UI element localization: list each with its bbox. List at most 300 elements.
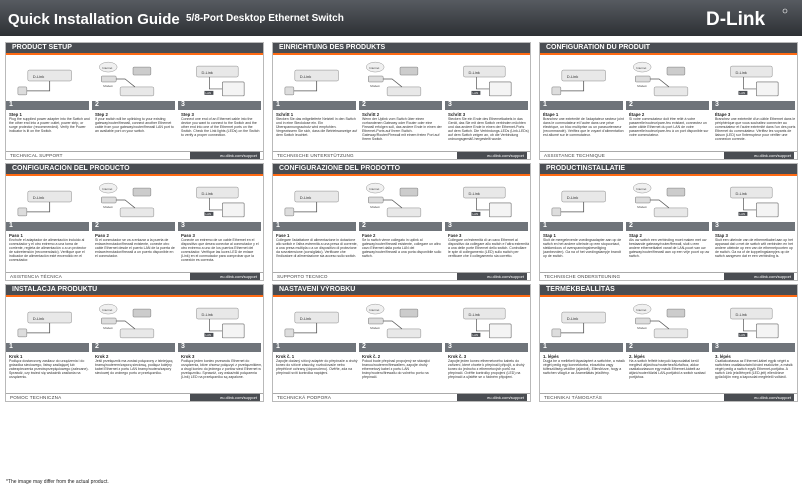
support-url-link[interactable]: eu.dlink.com/support [487, 274, 524, 279]
support-label: TECHNIKAI TÁMOGATÁS [544, 395, 602, 400]
switch-brand-label-1: D-Link [32, 195, 45, 201]
modem-label: Modem [637, 83, 648, 88]
router-icon [133, 67, 151, 75]
step-heading: Krok č. 1 [276, 354, 295, 359]
step-number: 3 [715, 343, 719, 350]
step-number: 3 [448, 101, 452, 108]
power-adapter-icon [285, 87, 294, 95]
power-adapter-icon [285, 208, 294, 216]
panel-footer [6, 272, 263, 280]
support-url-link[interactable]: eu.dlink.com/support [487, 395, 524, 400]
switch-device-2 [120, 208, 154, 217]
support-label: SUPPORTO TECNICO [277, 274, 328, 279]
step-number: 1 [276, 343, 280, 350]
panel-header [6, 43, 263, 55]
step-text [448, 112, 530, 150]
panel-header [273, 43, 530, 55]
uplink-cable [116, 200, 135, 208]
step-heading: Étape 3 [715, 112, 731, 117]
product-setup-panel-pl [5, 284, 264, 402]
step-heading: Krok 1 [9, 354, 23, 359]
modem-label: Modem [103, 83, 114, 88]
step-number-bar [626, 343, 710, 352]
lan-tag-label: LAN [739, 211, 746, 216]
step-number: 2 [362, 343, 366, 350]
switch-brand-label-3: D-Link [201, 70, 213, 76]
support-url-box [724, 152, 794, 159]
router-icon [400, 309, 418, 317]
switch-device-2 [654, 329, 688, 338]
panel-header [273, 164, 530, 176]
step-heading: Krok č. 2 [362, 354, 381, 359]
step-heading: 2. lépés [629, 354, 645, 359]
step-body: Branchez une extrémité de l'adaptateur secteur joint dans le commutateur et l'autre dans une prise électrique, un bloc multiprise ou un parasurtenseur (recommandé). Vérifiez que le voyant d'alimentation est allumé sur le commutateur. [543, 117, 624, 138]
step-heading: Paso 1 [9, 233, 23, 238]
switch-brand-label-3: D-Link [201, 312, 213, 318]
modem-icon [635, 197, 650, 203]
product-setup-panel-hu [539, 284, 798, 402]
step-number: 3 [715, 222, 719, 229]
step-number: 1 [276, 101, 280, 108]
power-cable [26, 323, 50, 333]
step-number-bar [712, 343, 796, 352]
support-url-box [724, 394, 794, 401]
switch-brand-label-1: D-Link [566, 316, 579, 322]
power-cable [293, 81, 317, 91]
step-number-bar [359, 343, 443, 352]
panel-footer [6, 393, 263, 401]
step-body: Pokud bude přepínač propojený se stávající branou/routerem/firewallem, zapojte druhý ethernetový kabel z portu LAN brány/routeru/firewallu do volného portu na přepínači. [362, 359, 431, 380]
step-body: Conecte un extremo de un cable Ethernet en el dispositivo que desea conectar al conmutador y el otro extremo a uno de los puertos Ethernet del conmutador. Verifique las luces LED de enlace (Link) en el conmutador para comprobar que la conexión es correcta. [181, 238, 259, 263]
step-heading: Paso 2 [95, 233, 109, 238]
switch-device-2 [387, 87, 421, 96]
step-number-bar [6, 101, 90, 110]
step-text [362, 233, 444, 271]
support-label: TECHNICKÁ PODPORA [277, 395, 332, 400]
step-body: Si el conmutador se va a enlazar a la puerta de enlace/enrutador/firewall existente, conecte otro cable Ethernet desde el puerto LAN de la puerta de enlace/enrutador/firewall a un puerto disponible en el conmutador. [95, 238, 175, 259]
step-number-bar [712, 222, 796, 231]
support-label: ASISTENCIA TÉCNICA [10, 274, 63, 279]
switch-brand-label-3: D-Link [468, 191, 480, 197]
step-text [181, 354, 263, 392]
ethernet-cable [209, 198, 222, 210]
power-adapter-icon [552, 87, 561, 95]
setup-illustration [273, 299, 530, 343]
uplink-cable [116, 79, 135, 87]
panel-title: PRODUCTINSTALLATIE [546, 165, 626, 172]
switch-brand-label-3: D-Link [468, 70, 480, 76]
computer-icon [489, 203, 511, 217]
step-text [95, 354, 177, 392]
step-number: 3 [181, 101, 185, 108]
ethernet-cable [476, 319, 489, 331]
switch-brand-label-1: D-Link [32, 316, 45, 322]
router-icon [667, 309, 685, 317]
uplink-cable [383, 200, 402, 208]
step-text [276, 112, 358, 150]
panel-title: TERMÉKBEÁLLÍTÁS [546, 286, 615, 293]
step-text [276, 354, 358, 392]
uplink-cable [116, 321, 135, 329]
guide-title: Quick Installation Guide [8, 11, 180, 28]
step-body: Branchez une extrémité d'un câble Ethernet dans le périphérique que vous souhaitez connecter au commutateur et l'autre extrémité dans l'un des ports Ethernet du commutateur. Vérifiez les voyants de liaison (LED) sur l'interrupteur pour vérifier une connexion correcte. [715, 117, 796, 142]
step-text [715, 354, 797, 392]
step-heading: Stap 1 [543, 233, 556, 238]
ethernet-cable [476, 198, 489, 210]
step-text [629, 112, 711, 150]
switch-device-2 [654, 87, 688, 96]
step-text [9, 112, 91, 150]
step-text [181, 233, 263, 271]
ethernet-cable [743, 77, 756, 89]
step-text [543, 354, 625, 392]
power-adapter-icon [552, 329, 561, 337]
power-cable [560, 81, 584, 91]
support-label: TECHNISCHE ONDERSTEUNING [544, 274, 621, 279]
power-adapter-icon [285, 329, 294, 337]
router-icon [667, 188, 685, 196]
switch-brand-label-1: D-Link [299, 74, 312, 80]
step-heading: Fase 1 [276, 233, 290, 238]
uplink-cable [650, 79, 669, 87]
lan-tag-label: LAN [739, 90, 746, 95]
step-number: 1 [9, 343, 13, 350]
panel-title: PRODUCT SETUP [12, 44, 72, 51]
step-number-bar [6, 343, 90, 352]
step-body: Sluit de meegeleverde voedingsadapter aan op de switch en het andere uiteinde op een stopcontact, stekkerdoos of overspanningsbeveiliging (aanbevolen). Ga na of het voedingslampje brandt op de switch. [543, 238, 622, 259]
step-text [276, 233, 358, 271]
step-number: 1 [543, 101, 547, 108]
modem-label: Modem [370, 204, 381, 209]
uplink-cable [383, 79, 402, 87]
lan-tag-label: LAN [472, 332, 479, 337]
header-bar [0, 0, 802, 36]
step-heading: Schritt 1 [276, 112, 294, 117]
step-number: 1 [9, 222, 13, 229]
panel-title: CONFIGURACIÓN DEL PRODUCTO [12, 165, 130, 172]
step-heading: Fase 2 [362, 233, 376, 238]
step-body: Zapojte dodaný síťový adaptér do přepínače a druhý konec do síťové zásuvky, rozbočovače nebo přepěťové ochrany (doporučeno). Ověřte, zda na přepínači svítí kontrolka napájení. [276, 359, 358, 376]
computer-icon [222, 324, 244, 338]
step-number-bar [626, 101, 710, 110]
step-number-bar [273, 101, 357, 110]
step-number-bar [445, 101, 529, 110]
support-url-box [190, 273, 260, 280]
step-body: If your switch will be uplinking to your existing gateway/router/firewall, connect another Ethernet cable from your gateway/router/firewall LAN port to an available port on your switch. [95, 117, 174, 134]
step-heading: Stap 2 [629, 233, 642, 238]
step-number: 2 [629, 222, 633, 229]
step-number: 1 [276, 222, 280, 229]
modem-label: Modem [637, 204, 648, 209]
step-number-bar [626, 222, 710, 231]
product-setup-panel-it [272, 163, 531, 281]
step-body: Stecken Sie ein Ende des Ethernetkabels in das Gerät, das Sie mit dem Switch verbinden möchten und das andere Ende in einen der Ethernet-Ports auf dem Switch. Die Verbindungs-LEDs (Link-LEDs) auf dem Switch zeigen an, ob die Verbindung ordnungsgemäß hergestellt wurde. [448, 117, 529, 142]
switch-brand-label-3: D-Link [735, 191, 747, 197]
support-label: TECHNICAL SUPPORT [10, 153, 63, 158]
panel-footer [273, 272, 530, 280]
support-label: ASSISTANCE TECHNIQUE [544, 153, 606, 158]
product-setup-panel-de [272, 42, 531, 160]
step-number-bar [540, 222, 624, 231]
switch-device-2 [387, 329, 421, 338]
support-url-link[interactable]: eu.dlink.com/support [754, 153, 791, 158]
setup-illustration [6, 299, 263, 343]
support-url-link[interactable]: eu.dlink.com/support [487, 153, 524, 158]
step-text [448, 233, 530, 271]
step-heading: Schritt 3 [448, 112, 466, 117]
step-number-bar [273, 222, 357, 231]
footnote: *The image may differ from the actual product. [6, 479, 109, 485]
step-number-bar [445, 222, 529, 231]
step-body: Se lo switch viene collegato in uplink al gateway/router/firewall esistente, collegare un altro cavo Ethernet dalla porta LAN del gateway/router/firewall a una porta disponibile sullo switch. [362, 238, 442, 259]
step-body: Collegare l'adattatore di alimentazione in dotazione allo switch e l'altra estremità a una presa di corrente, a una presa multipla o a un dispositivo di protezione da sovratensione (consigliato). Verificare che l'indicatore di alimentazione sia acceso sullo switch. [276, 238, 358, 259]
support-url-box [457, 273, 527, 280]
step-body: Ha a switch felfelé irányuló kapcsolattal kerül meglévő átjáróhoz/routerhez/tűzfalhoz, akkor csatlakoztasson egy másik Ethernet-kábelt az átjáró/router/tűzfal LAN-portjából a switch szabad portjához. [629, 359, 706, 380]
router-icon [400, 188, 418, 196]
step-number-bar [92, 222, 176, 231]
router-icon [400, 67, 418, 75]
step-heading: Step 2 [95, 112, 108, 117]
power-cable [293, 323, 317, 333]
svg-text:D-Link: D-Link [706, 9, 766, 30]
switch-brand-label-1: D-Link [566, 195, 579, 201]
power-adapter-icon [552, 208, 561, 216]
step-body: Als uw switch een verbinding moet maken met uw bestaande gateway/router/firewall, sluit u een andere ethernetkabel vanaf de LAN-poort van uw gateway/router/firewall aan op een vrije poort op uw switch. [629, 238, 710, 259]
step-text [448, 354, 530, 392]
lan-tag-label: LAN [205, 332, 212, 337]
step-number: 1 [543, 222, 547, 229]
step-number: 3 [181, 222, 185, 229]
modem-icon [368, 197, 383, 203]
step-text [715, 112, 797, 150]
internet-label: Internet [636, 308, 647, 313]
modem-icon [101, 318, 116, 324]
step-number-bar [178, 343, 262, 352]
dlink-logo [706, 6, 790, 30]
step-body: Podłącz jeden koniec przewodu Ethernet do urządzenia, które chcesz połączyć z przełącznikiem, a drugi koniec do jednego z portów sieci Ethernet w przełączniku. Sprawdź, czy wskaźniki połączenia (Link) LED na przełączniku są zapalone. [181, 359, 263, 380]
internet-label: Internet [636, 66, 647, 71]
router-icon [133, 309, 151, 317]
panel-title: CONFIGURATION DU PRODUIT [546, 44, 651, 51]
router-icon [133, 188, 151, 196]
modem-icon [635, 76, 650, 82]
modem-label: Modem [103, 325, 114, 330]
panel-title: NASTAVENÍ VÝROBKU [279, 286, 356, 293]
step-body: Connect one end of an Ethernet cable into the device you want to connect to the Switch and the other end into one of the Ethernet ports on the Switch. Check the Link lights (LEDs) on the Switch to verify a proper connection. [181, 117, 260, 138]
switch-brand-label-3: D-Link [735, 70, 747, 76]
product-subtitle: 5/8-Port Desktop Ethernet Switch [186, 13, 344, 24]
step-heading: 1. lépés [543, 354, 559, 359]
setup-illustration [273, 57, 530, 101]
step-text [629, 354, 711, 392]
step-body: Csatlakoztassa az Ethernet-kábel egyik végét a switchhez csatlakoztatni kívánt eszközbe, a másik végét pedig a switch egyik Ethernet-portjába. A switch Link jelzőfényeit (LED-jeit) ellenőrizve győződjön meg a kapcsolat megfelelő voltáról. [715, 359, 793, 380]
step-number: 2 [629, 343, 633, 350]
panel-footer [540, 272, 797, 280]
step-heading: Krok 3 [181, 354, 195, 359]
switch-brand-label-1: D-Link [32, 74, 45, 80]
router-icon [667, 67, 685, 75]
switch-brand-label-3: D-Link [201, 191, 213, 197]
panel-header [6, 285, 263, 297]
step-number: 2 [95, 101, 99, 108]
support-url-box [190, 152, 260, 159]
step-heading: Paso 3 [181, 233, 195, 238]
step-text [9, 354, 91, 392]
switch-brand-label-3: D-Link [735, 312, 747, 318]
step-text [362, 112, 444, 150]
step-number: 2 [95, 343, 99, 350]
step-heading: Krok 2 [95, 354, 109, 359]
uplink-cable [650, 321, 669, 329]
modem-icon [635, 318, 650, 324]
step-body: Zapojte jeden konec ethernetového kabelu do zařízení, které chcete k přepínači připojit, a druhý konec do jednoho z ethernetových portů na přepínači. Ověřte kontrolky propojení (LED) na přepínači a ujistěte se o řádném připojení. [448, 359, 525, 380]
setup-illustration [540, 299, 797, 343]
step-body: Sluit een uiteinde van de ethernetkabel aan op het apparaat dat u met de switch wilt verbinden en het andere uiteinde op een van de ethernetpoorten op de switch. Ga na of de koppelingslampjes op de switch aangeven dat er een verbinding is. [715, 238, 794, 259]
step-number: 1 [543, 343, 547, 350]
panel-header [540, 164, 797, 176]
panel-footer [273, 151, 530, 159]
switch-brand-label-1: D-Link [299, 195, 312, 201]
step-heading: Stap 3 [715, 233, 728, 238]
internet-label: Internet [102, 66, 113, 71]
internet-label: Internet [369, 308, 380, 313]
internet-label: Internet [369, 187, 380, 192]
step-heading: Schritt 2 [362, 112, 380, 117]
step-number-bar [712, 101, 796, 110]
product-setup-panel-fr [539, 42, 798, 160]
switch-device-2 [120, 87, 154, 96]
ethernet-cable [476, 77, 489, 89]
setup-illustration [6, 178, 263, 222]
computer-icon [222, 203, 244, 217]
step-number-bar [92, 343, 176, 352]
panel-header [273, 285, 530, 297]
switch-device-2 [120, 329, 154, 338]
setup-illustration [540, 178, 797, 222]
step-number-bar [445, 343, 529, 352]
support-url-link[interactable]: eu.dlink.com/support [220, 274, 257, 279]
panel-title: EINRICHTUNG DES PRODUKTS [279, 44, 386, 51]
step-text [362, 354, 444, 392]
step-number-bar [6, 222, 90, 231]
step-number: 3 [448, 222, 452, 229]
computer-icon [489, 324, 511, 338]
step-text [95, 112, 177, 150]
step-text [181, 112, 263, 150]
step-number: 2 [629, 101, 633, 108]
step-body: Collegare un'estremità di un cavo Ethernet al dispositivo da collegare allo switch e l'altra estremità a una delle porte Ethernet dello switch. Controllare le spie di collegamento (LED) sullo switch per verificare che il collegamento sia corretto. [448, 238, 530, 259]
power-cable [293, 202, 317, 212]
panel-title: INSTALACJA PRODUKTU [12, 286, 98, 293]
step-body: Podłącz dostarczony zasilacz do urządzenia i do gniazdka sieciowego, listwy zasilającej lub zabezpieczenia przeciwprzepięciowego (zalecane). Sprawdź, czy świeci się wskaźnik zasilania na urządzeniu. [9, 359, 89, 380]
power-adapter-icon [18, 208, 27, 216]
step-number-bar [178, 222, 262, 231]
step-body: Stecken Sie das mitgelieferte Netzteil in den Switch und in eine Steckdose ein. Ein Überspannungsschutz wird empfohlen. Vergewissern Sie sich, dass die Betriebsanzeige auf dem Switch leuchtet. [276, 117, 358, 138]
computer-icon [489, 82, 511, 96]
uplink-cable [383, 321, 402, 329]
support-url-box [190, 394, 260, 401]
modem-label: Modem [370, 325, 381, 330]
step-number: 2 [362, 101, 366, 108]
lan-tag-label: LAN [472, 90, 479, 95]
modem-icon [368, 76, 383, 82]
step-body: Enchufe el adaptador de alimentación incluido al conmutador y el otro extremo a una toma de corriente, regleta de alimentación o a un protector de sobretensión (recomendado). Verifique que el indicador de alimentación esté encendido en el conmutador. [9, 238, 87, 263]
support-url-link[interactable]: eu.dlink.com/support [220, 153, 257, 158]
product-setup-panel-nl [539, 163, 798, 281]
support-url-link[interactable]: eu.dlink.com/support [754, 395, 791, 400]
panel-footer [540, 393, 797, 401]
step-body: Dugja be a mellékelt tápadaptert a switchbe, a másik végét pedig egy konnektorba, elosztóba vagy túlfeszültség-védőbe (ajánlott). Ellenőrizze, hogy a switchen világít-e az Áramellátás jelzőfény. [543, 359, 625, 376]
modem-label: Modem [370, 83, 381, 88]
internet-label: Internet [369, 66, 380, 71]
step-heading: Step 1 [9, 112, 22, 117]
step-number: 3 [448, 343, 452, 350]
modem-label: Modem [103, 204, 114, 209]
power-cable [26, 202, 50, 212]
power-cable [560, 323, 584, 333]
switch-brand-label-1: D-Link [299, 316, 312, 322]
computer-icon [222, 82, 244, 96]
lan-tag-label: LAN [205, 90, 212, 95]
step-heading: Step 3 [181, 112, 194, 117]
step-number: 2 [362, 222, 366, 229]
modem-icon [101, 76, 116, 82]
lan-tag-label: LAN [739, 332, 746, 337]
product-setup-panel-cz [272, 284, 531, 402]
step-heading: Étape 2 [629, 112, 645, 117]
support-url-link[interactable]: eu.dlink.com/support [220, 395, 257, 400]
support-url-link[interactable]: eu.dlink.com/support [754, 274, 791, 279]
step-text [95, 233, 177, 271]
product-setup-panel-en [5, 42, 264, 160]
step-number-bar [540, 343, 624, 352]
ethernet-cable [743, 319, 756, 331]
ethernet-cable [743, 198, 756, 210]
step-text [715, 233, 797, 271]
lan-tag-label: LAN [205, 211, 212, 216]
step-number-bar [359, 222, 443, 231]
step-number-bar [540, 101, 624, 110]
internet-label: Internet [102, 187, 113, 192]
lan-tag-label: LAN [472, 211, 479, 216]
step-number: 2 [95, 222, 99, 229]
power-cable [560, 202, 584, 212]
step-body: Plug the supplied power adapter into the Switch and the other end into a power outlet, power strip, or surge protector (recommended). Verify the Power indicator is lit on the Switch. [9, 117, 90, 134]
internet-label: Internet [102, 308, 113, 313]
panel-header [540, 285, 797, 297]
support-url-box [457, 152, 527, 159]
step-body: Wenn der Uplink vom Switch über einen vorhandenen Gateway oder Router oder eine Firewall erfolgen soll, das andere Ende in einen der Ethernet-Ports auf Ihrem Switch. Gateway/Router/Firewall mit einem freien Port auf Ihrem Switch. [362, 117, 442, 142]
support-label: TECHNISCHE UNTERSTÜTZUNG [277, 153, 354, 158]
modem-icon [101, 197, 116, 203]
step-number-bar [359, 101, 443, 110]
support-url-box [457, 394, 527, 401]
step-text [9, 233, 91, 271]
step-number-bar [92, 101, 176, 110]
step-number-bar [273, 343, 357, 352]
modem-label: Modem [637, 325, 648, 330]
panel-footer [540, 151, 797, 159]
step-number: 1 [9, 101, 13, 108]
switch-device-2 [654, 208, 688, 217]
computer-icon [756, 82, 778, 96]
step-text [543, 112, 625, 150]
power-adapter-icon [18, 329, 27, 337]
ethernet-cable [209, 77, 222, 89]
setup-illustration [6, 57, 263, 101]
ethernet-cable [209, 319, 222, 331]
computer-icon [756, 203, 778, 217]
